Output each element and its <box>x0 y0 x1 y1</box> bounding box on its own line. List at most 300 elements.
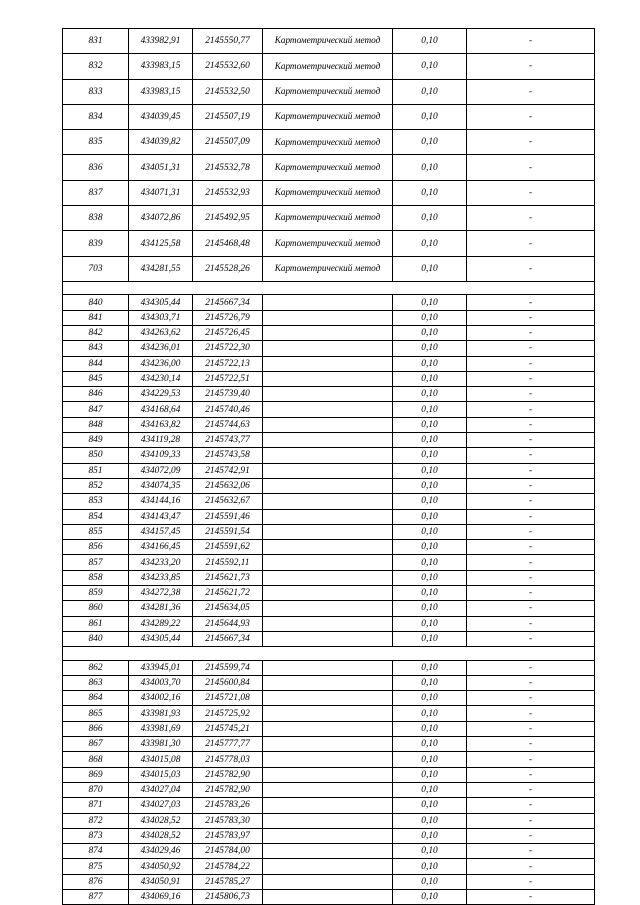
x-coordinate-cell: 434230,14 <box>129 371 193 386</box>
description-cell: - <box>467 859 595 874</box>
point-number-cell: 866 <box>63 721 129 736</box>
y-coordinate-cell: 2145532,60 <box>193 54 263 79</box>
description-cell: - <box>467 524 595 539</box>
method-cell <box>263 859 393 874</box>
table-row <box>63 844 595 859</box>
x-coordinate-cell: 434003,70 <box>129 675 193 690</box>
section-separator-row <box>63 281 595 294</box>
accuracy-cell: 0,10 <box>393 798 467 813</box>
accuracy-cell: 0,10 <box>393 341 467 356</box>
point-number-cell: 851 <box>63 463 129 478</box>
x-coordinate-cell: 434281,36 <box>129 601 193 616</box>
method-cell: Картометрический метод <box>263 54 393 79</box>
coordinates-table <box>62 28 595 905</box>
table-row <box>63 675 595 690</box>
method-cell <box>263 844 393 859</box>
description-cell: - <box>467 890 595 905</box>
point-number-cell: 862 <box>63 660 129 675</box>
y-coordinate-cell: 2145621,73 <box>193 570 263 585</box>
point-number-cell: 868 <box>63 752 129 767</box>
point-number-cell: 876 <box>63 874 129 889</box>
accuracy-cell: 0,10 <box>393 616 467 631</box>
accuracy-cell: 0,10 <box>393 859 467 874</box>
accuracy-cell: 0,10 <box>393 675 467 690</box>
y-coordinate-cell: 2145782,90 <box>193 767 263 782</box>
method-cell <box>263 540 393 555</box>
x-coordinate-cell: 433983,15 <box>129 79 193 104</box>
y-coordinate-cell: 2145591,62 <box>193 540 263 555</box>
x-coordinate-cell: 434050,91 <box>129 874 193 889</box>
method-cell <box>263 874 393 889</box>
y-coordinate-cell: 2145784,22 <box>193 859 263 874</box>
accuracy-cell: 0,10 <box>393 874 467 889</box>
point-number-cell: 855 <box>63 524 129 539</box>
method-cell <box>263 828 393 843</box>
y-coordinate-cell: 2145634,05 <box>193 601 263 616</box>
y-coordinate-cell: 2145592,11 <box>193 555 263 570</box>
description-cell: - <box>467 874 595 889</box>
table-row <box>63 356 595 371</box>
point-number-cell: 849 <box>63 433 129 448</box>
y-coordinate-cell: 2145743,58 <box>193 448 263 463</box>
accuracy-cell: 0,10 <box>393 570 467 585</box>
x-coordinate-cell: 434305,44 <box>129 631 193 646</box>
accuracy-cell: 0,10 <box>393 180 467 205</box>
accuracy-cell: 0,10 <box>393 433 467 448</box>
y-coordinate-cell: 2145784,00 <box>193 844 263 859</box>
table-row <box>63 767 595 782</box>
accuracy-cell: 0,10 <box>393 813 467 828</box>
table-row <box>63 890 595 905</box>
method-cell: Картометрический метод <box>263 231 393 256</box>
method-cell <box>263 555 393 570</box>
method-cell: Картометрический метод <box>263 256 393 281</box>
point-number-cell: 857 <box>63 555 129 570</box>
y-coordinate-cell: 2145591,54 <box>193 524 263 539</box>
table-row <box>63 310 595 325</box>
x-coordinate-cell: 433983,15 <box>129 54 193 79</box>
point-number-cell: 875 <box>63 859 129 874</box>
method-cell <box>263 616 393 631</box>
point-number-cell: 870 <box>63 782 129 797</box>
description-cell: - <box>467 417 595 432</box>
table-row <box>63 524 595 539</box>
description-cell: - <box>467 570 595 585</box>
x-coordinate-cell: 433981,93 <box>129 706 193 721</box>
description-cell: - <box>467 387 595 402</box>
accuracy-cell: 0,10 <box>393 601 467 616</box>
x-coordinate-cell: 434305,44 <box>129 295 193 310</box>
method-cell <box>263 325 393 340</box>
point-number-cell: 867 <box>63 737 129 752</box>
method-cell: Картометрический метод <box>263 130 393 155</box>
y-coordinate-cell: 2145621,72 <box>193 586 263 601</box>
y-coordinate-cell: 2145600,84 <box>193 675 263 690</box>
method-cell <box>263 798 393 813</box>
x-coordinate-cell: 434236,00 <box>129 356 193 371</box>
y-coordinate-cell: 2145785,27 <box>193 874 263 889</box>
accuracy-cell: 0,10 <box>393 752 467 767</box>
accuracy-cell: 0,10 <box>393 29 467 54</box>
point-number-cell: 846 <box>63 387 129 402</box>
accuracy-cell: 0,10 <box>393 782 467 797</box>
table-row <box>63 721 595 736</box>
description-cell: - <box>467 586 595 601</box>
point-number-cell: 835 <box>63 130 129 155</box>
description-cell: - <box>467 706 595 721</box>
y-coordinate-cell: 2145726,45 <box>193 325 263 340</box>
table-row <box>63 341 595 356</box>
y-coordinate-cell: 2145644,93 <box>193 616 263 631</box>
accuracy-cell: 0,10 <box>393 155 467 180</box>
table-row <box>63 782 595 797</box>
x-coordinate-cell: 434029,46 <box>129 844 193 859</box>
y-coordinate-cell: 2145743,77 <box>193 433 263 448</box>
table-row <box>63 433 595 448</box>
description-cell: - <box>467 29 595 54</box>
description-cell: - <box>467 310 595 325</box>
x-coordinate-cell: 434144,16 <box>129 494 193 509</box>
description-cell: - <box>467 631 595 646</box>
accuracy-cell: 0,10 <box>393 54 467 79</box>
y-coordinate-cell: 2145492,95 <box>193 206 263 231</box>
x-coordinate-cell: 434072,86 <box>129 206 193 231</box>
table-row <box>63 463 595 478</box>
accuracy-cell: 0,10 <box>393 402 467 417</box>
y-coordinate-cell: 2145783,97 <box>193 828 263 843</box>
point-number-cell: 847 <box>63 402 129 417</box>
accuracy-cell: 0,10 <box>393 631 467 646</box>
y-coordinate-cell: 2145726,79 <box>193 310 263 325</box>
table-row <box>63 737 595 752</box>
point-number-cell: 843 <box>63 341 129 356</box>
accuracy-cell: 0,10 <box>393 387 467 402</box>
table-row <box>63 706 595 721</box>
table-row <box>63 295 595 310</box>
y-coordinate-cell: 2145806,73 <box>193 890 263 905</box>
method-cell <box>263 295 393 310</box>
point-number-cell: 842 <box>63 325 129 340</box>
point-number-cell: 863 <box>63 675 129 690</box>
table-row <box>63 180 595 205</box>
description-cell: - <box>467 371 595 386</box>
method-cell <box>263 813 393 828</box>
point-number-cell: 840 <box>63 631 129 646</box>
x-coordinate-cell: 434071,31 <box>129 180 193 205</box>
y-coordinate-cell: 2145532,50 <box>193 79 263 104</box>
method-cell: Картометрический метод <box>263 104 393 129</box>
method-cell <box>263 509 393 524</box>
point-number-cell: 871 <box>63 798 129 813</box>
y-coordinate-cell: 2145632,67 <box>193 494 263 509</box>
table-row <box>63 586 595 601</box>
y-coordinate-cell: 2145722,51 <box>193 371 263 386</box>
x-coordinate-cell: 434157,45 <box>129 524 193 539</box>
accuracy-cell: 0,10 <box>393 356 467 371</box>
y-coordinate-cell: 2145777,77 <box>193 737 263 752</box>
x-coordinate-cell: 433982,91 <box>129 29 193 54</box>
point-number-cell: 860 <box>63 601 129 616</box>
table-row <box>63 752 595 767</box>
accuracy-cell: 0,10 <box>393 540 467 555</box>
method-cell <box>263 586 393 601</box>
y-coordinate-cell: 2145783,30 <box>193 813 263 828</box>
y-coordinate-cell: 2145740,46 <box>193 402 263 417</box>
description-cell: - <box>467 54 595 79</box>
table-row <box>63 417 595 432</box>
accuracy-cell: 0,10 <box>393 524 467 539</box>
accuracy-cell: 0,10 <box>393 691 467 706</box>
description-cell: - <box>467 844 595 859</box>
description-cell: - <box>467 478 595 493</box>
table-row <box>63 813 595 828</box>
method-cell: Картометрический метод <box>263 29 393 54</box>
method-cell <box>263 737 393 752</box>
point-number-cell: 845 <box>63 371 129 386</box>
description-cell: - <box>467 295 595 310</box>
point-number-cell: 872 <box>63 813 129 828</box>
description-cell: - <box>467 675 595 690</box>
y-coordinate-cell: 2145528,26 <box>193 256 263 281</box>
y-coordinate-cell: 2145739,40 <box>193 387 263 402</box>
accuracy-cell: 0,10 <box>393 104 467 129</box>
table-row <box>63 256 595 281</box>
x-coordinate-cell: 434050,92 <box>129 859 193 874</box>
y-coordinate-cell: 2145745,21 <box>193 721 263 736</box>
coordinates-table-body <box>63 29 595 905</box>
x-coordinate-cell: 434272,38 <box>129 586 193 601</box>
accuracy-cell: 0,10 <box>393 231 467 256</box>
y-coordinate-cell: 2145507,09 <box>193 130 263 155</box>
description-cell: - <box>467 448 595 463</box>
x-coordinate-cell: 434143,47 <box>129 509 193 524</box>
accuracy-cell: 0,10 <box>393 767 467 782</box>
table-row <box>63 155 595 180</box>
y-coordinate-cell: 2145532,78 <box>193 155 263 180</box>
point-number-cell: 836 <box>63 155 129 180</box>
y-coordinate-cell: 2145722,13 <box>193 356 263 371</box>
point-number-cell: 858 <box>63 570 129 585</box>
point-number-cell: 864 <box>63 691 129 706</box>
table-row <box>63 448 595 463</box>
point-number-cell: 841 <box>63 310 129 325</box>
x-coordinate-cell: 434166,45 <box>129 540 193 555</box>
x-coordinate-cell: 434028,52 <box>129 828 193 843</box>
point-number-cell: 844 <box>63 356 129 371</box>
table-row <box>63 402 595 417</box>
description-cell: - <box>467 798 595 813</box>
x-coordinate-cell: 434039,82 <box>129 130 193 155</box>
accuracy-cell: 0,10 <box>393 721 467 736</box>
accuracy-cell: 0,10 <box>393 79 467 104</box>
x-coordinate-cell: 434051,31 <box>129 155 193 180</box>
table-row <box>63 54 595 79</box>
accuracy-cell: 0,10 <box>393 463 467 478</box>
y-coordinate-cell: 2145722,30 <box>193 341 263 356</box>
y-coordinate-cell: 2145782,90 <box>193 782 263 797</box>
x-coordinate-cell: 434002,16 <box>129 691 193 706</box>
table-row <box>63 691 595 706</box>
point-number-cell: 840 <box>63 295 129 310</box>
y-coordinate-cell: 2145599,74 <box>193 660 263 675</box>
method-cell <box>263 631 393 646</box>
description-cell: - <box>467 231 595 256</box>
method-cell <box>263 706 393 721</box>
point-number-cell: 850 <box>63 448 129 463</box>
table-row <box>63 798 595 813</box>
description-cell: - <box>467 155 595 180</box>
table-row <box>63 828 595 843</box>
x-coordinate-cell: 434281,55 <box>129 256 193 281</box>
description-cell: - <box>467 601 595 616</box>
table-row <box>63 29 595 54</box>
description-cell: - <box>467 813 595 828</box>
method-cell <box>263 371 393 386</box>
method-cell <box>263 721 393 736</box>
point-number-cell: 833 <box>63 79 129 104</box>
point-number-cell: 865 <box>63 706 129 721</box>
description-cell: - <box>467 752 595 767</box>
method-cell: Картометрический метод <box>263 155 393 180</box>
description-cell: - <box>467 828 595 843</box>
accuracy-cell: 0,10 <box>393 844 467 859</box>
description-cell: - <box>467 356 595 371</box>
x-coordinate-cell: 434233,20 <box>129 555 193 570</box>
accuracy-cell: 0,10 <box>393 295 467 310</box>
description-cell: - <box>467 256 595 281</box>
method-cell <box>263 601 393 616</box>
description-cell: - <box>467 130 595 155</box>
point-number-cell: 838 <box>63 206 129 231</box>
y-coordinate-cell: 2145742,91 <box>193 463 263 478</box>
point-number-cell: 859 <box>63 586 129 601</box>
point-number-cell: 848 <box>63 417 129 432</box>
accuracy-cell: 0,10 <box>393 310 467 325</box>
table-row <box>63 509 595 524</box>
x-coordinate-cell: 434015,08 <box>129 752 193 767</box>
section-separator-row <box>63 647 595 660</box>
table-row <box>63 616 595 631</box>
method-cell <box>263 402 393 417</box>
accuracy-cell: 0,10 <box>393 130 467 155</box>
y-coordinate-cell: 2145744,63 <box>193 417 263 432</box>
point-number-cell: 856 <box>63 540 129 555</box>
description-cell: - <box>467 79 595 104</box>
accuracy-cell: 0,10 <box>393 206 467 231</box>
accuracy-cell: 0,10 <box>393 371 467 386</box>
x-coordinate-cell: 433981,30 <box>129 737 193 752</box>
point-number-cell: 853 <box>63 494 129 509</box>
y-coordinate-cell: 2145721,08 <box>193 691 263 706</box>
method-cell <box>263 660 393 675</box>
x-coordinate-cell: 434289,22 <box>129 616 193 631</box>
point-number-cell: 869 <box>63 767 129 782</box>
table-row <box>63 631 595 646</box>
x-coordinate-cell: 434303,71 <box>129 310 193 325</box>
point-number-cell: 852 <box>63 478 129 493</box>
x-coordinate-cell: 434039,45 <box>129 104 193 129</box>
description-cell: - <box>467 509 595 524</box>
table-row <box>63 570 595 585</box>
table-row <box>63 371 595 386</box>
description-cell: - <box>467 180 595 205</box>
x-coordinate-cell: 434069,16 <box>129 890 193 905</box>
x-coordinate-cell: 434233,85 <box>129 570 193 585</box>
y-coordinate-cell: 2145783,26 <box>193 798 263 813</box>
description-cell: - <box>467 104 595 129</box>
method-cell <box>263 433 393 448</box>
method-cell <box>263 463 393 478</box>
x-coordinate-cell: 434072,09 <box>129 463 193 478</box>
x-coordinate-cell: 434229,53 <box>129 387 193 402</box>
accuracy-cell: 0,10 <box>393 494 467 509</box>
method-cell: Картометрический метод <box>263 206 393 231</box>
x-coordinate-cell: 434125,58 <box>129 231 193 256</box>
accuracy-cell: 0,10 <box>393 325 467 340</box>
description-cell: - <box>467 555 595 570</box>
accuracy-cell: 0,10 <box>393 890 467 905</box>
separator-cell <box>63 281 595 294</box>
x-coordinate-cell: 434027,03 <box>129 798 193 813</box>
accuracy-cell: 0,10 <box>393 509 467 524</box>
description-cell: - <box>467 494 595 509</box>
method-cell <box>263 782 393 797</box>
description-cell: - <box>467 341 595 356</box>
description-cell: - <box>467 463 595 478</box>
table-row <box>63 104 595 129</box>
method-cell <box>263 356 393 371</box>
x-coordinate-cell: 433945,01 <box>129 660 193 675</box>
method-cell <box>263 752 393 767</box>
y-coordinate-cell: 2145550,77 <box>193 29 263 54</box>
table-row <box>63 540 595 555</box>
table-row <box>63 387 595 402</box>
method-cell <box>263 675 393 690</box>
description-cell: - <box>467 660 595 675</box>
y-coordinate-cell: 2145778,03 <box>193 752 263 767</box>
method-cell <box>263 387 393 402</box>
accuracy-cell: 0,10 <box>393 706 467 721</box>
y-coordinate-cell: 2145532,93 <box>193 180 263 205</box>
table-row <box>63 601 595 616</box>
table-row <box>63 478 595 493</box>
accuracy-cell: 0,10 <box>393 586 467 601</box>
table-row <box>63 79 595 104</box>
accuracy-cell: 0,10 <box>393 448 467 463</box>
point-number-cell: 877 <box>63 890 129 905</box>
table-row <box>63 231 595 256</box>
table-row <box>63 660 595 675</box>
method-cell: Картометрический метод <box>263 79 393 104</box>
accuracy-cell: 0,10 <box>393 256 467 281</box>
description-cell: - <box>467 616 595 631</box>
point-number-cell: 837 <box>63 180 129 205</box>
method-cell <box>263 570 393 585</box>
description-cell: - <box>467 691 595 706</box>
description-cell: - <box>467 206 595 231</box>
point-number-cell: 873 <box>63 828 129 843</box>
x-coordinate-cell: 434109,33 <box>129 448 193 463</box>
method-cell <box>263 310 393 325</box>
x-coordinate-cell: 434168,64 <box>129 402 193 417</box>
x-coordinate-cell: 434163,82 <box>129 417 193 432</box>
table-row <box>63 555 595 570</box>
method-cell: Картометрический метод <box>263 180 393 205</box>
y-coordinate-cell: 2145591,46 <box>193 509 263 524</box>
description-cell: - <box>467 721 595 736</box>
method-cell <box>263 890 393 905</box>
description-cell: - <box>467 737 595 752</box>
